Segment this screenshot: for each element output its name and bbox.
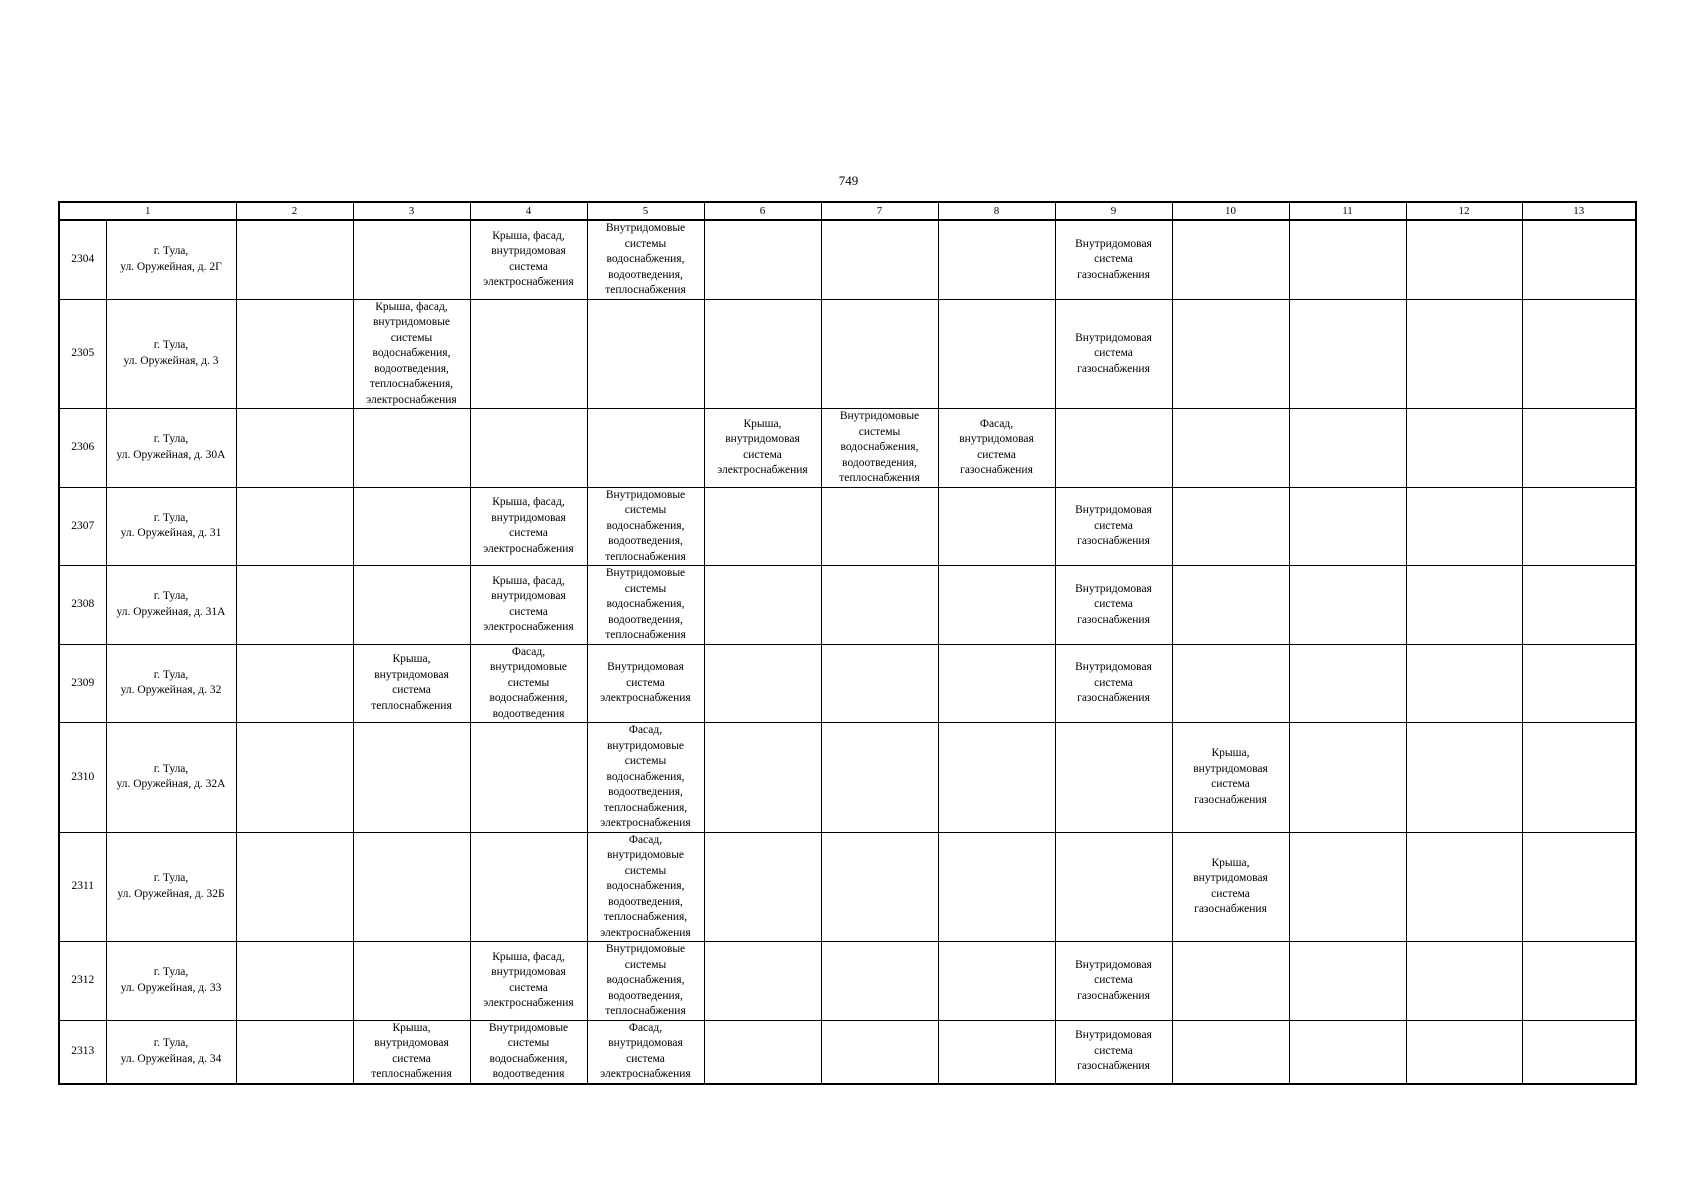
work-type-cell xyxy=(1055,409,1172,488)
work-type-text: Внутридомовые системы водоснабжения, водоотведения, теплоснабжения xyxy=(605,567,686,641)
work-type-cell xyxy=(587,220,704,299)
work-type-cell xyxy=(938,723,1055,833)
work-type-cell xyxy=(470,566,587,645)
work-type-cell xyxy=(1172,409,1289,488)
column-number-header: 7 xyxy=(821,202,938,220)
work-type-text: Фасад, внутридомовая система электроснабжения xyxy=(600,1021,691,1080)
work-type-cell xyxy=(704,644,821,723)
row-number-cell: 2307 xyxy=(59,487,106,566)
work-type-cell xyxy=(1406,832,1522,942)
row-number-cell: 2313 xyxy=(59,1020,106,1084)
work-type-cell xyxy=(1055,487,1172,566)
work-type-cell xyxy=(1172,942,1289,1021)
address-text: г. Тула, ул. Оружейная, д. 32 xyxy=(120,668,222,697)
work-type-cell xyxy=(470,409,587,488)
work-type-text: Крыша, внутридомовая система теплоснабжения xyxy=(371,653,452,712)
work-type-text: Крыша, фасад, внутридомовая система электроснабжения xyxy=(483,574,574,634)
work-type-cell xyxy=(236,487,353,566)
table-row xyxy=(59,409,1636,488)
work-type-cell xyxy=(236,832,353,942)
column-number-header: 12 xyxy=(1406,202,1522,220)
work-type-cell xyxy=(587,409,704,488)
work-type-text: Крыша, фасад, внутридомовая система электроснабжения xyxy=(483,950,574,1010)
work-type-cell xyxy=(353,1020,470,1084)
work-type-text: Фасад, внутридомовая система газоснабжения xyxy=(959,417,1034,477)
work-type-cell xyxy=(1172,832,1289,942)
address-cell xyxy=(106,566,236,645)
work-type-cell xyxy=(1406,299,1522,409)
row-number-cell: 2308 xyxy=(59,566,106,645)
work-type-cell xyxy=(1289,644,1406,723)
work-type-cell xyxy=(1289,723,1406,833)
work-type-cell xyxy=(821,644,938,723)
work-type-cell xyxy=(353,942,470,1021)
work-type-cell xyxy=(704,723,821,833)
work-type-cell xyxy=(587,723,704,833)
column-number-header: 9 xyxy=(1055,202,1172,220)
work-type-cell xyxy=(938,942,1055,1021)
work-type-text: Фасад, внутридомовые системы водоснабжения, водоотведения xyxy=(489,645,568,720)
work-type-cell xyxy=(470,220,587,299)
work-type-cell xyxy=(1406,566,1522,645)
work-type-cell xyxy=(1172,566,1289,645)
work-type-text: Крыша, внутридомовая система электроснабжения xyxy=(717,417,808,477)
row-number-cell: 2306 xyxy=(59,409,106,488)
address-cell xyxy=(106,723,236,833)
work-type-cell xyxy=(587,644,704,723)
address-cell xyxy=(106,832,236,942)
work-type-text: Внутридомовые системы водоснабжения, водоотведения, теплоснабжения xyxy=(605,488,686,563)
work-type-text: Внутридомовые системы водоснабжения, водоотведения xyxy=(488,1021,569,1080)
work-type-cell xyxy=(470,487,587,566)
work-type-cell xyxy=(1055,220,1172,299)
row-number-cell: 2305 xyxy=(59,299,106,409)
work-type-cell xyxy=(236,409,353,488)
work-type-cell xyxy=(1172,644,1289,723)
address-cell xyxy=(106,487,236,566)
work-type-cell xyxy=(1406,1020,1522,1084)
table-row xyxy=(59,220,1636,299)
work-type-cell xyxy=(938,566,1055,645)
work-type-cell xyxy=(1406,942,1522,1021)
work-type-cell xyxy=(236,644,353,723)
work-type-cell xyxy=(704,220,821,299)
work-type-cell xyxy=(1522,566,1636,645)
column-number-header: 5 xyxy=(587,202,704,220)
work-type-cell xyxy=(587,1020,704,1084)
work-type-cell xyxy=(587,832,704,942)
work-type-cell xyxy=(1522,723,1636,833)
work-type-cell xyxy=(470,723,587,833)
work-type-cell xyxy=(1055,942,1172,1021)
work-type-cell xyxy=(470,1020,587,1084)
work-type-cell xyxy=(1055,723,1172,833)
work-type-cell xyxy=(587,487,704,566)
address-text: г. Тула, ул. Оружейная, д. 30А xyxy=(116,433,226,461)
table-row xyxy=(59,1020,1636,1084)
work-type-cell xyxy=(704,299,821,409)
address-cell xyxy=(106,1020,236,1084)
work-type-text: Фасад, внутридомовые системы водоснабжения, водоотведения, теплоснабжения, электроснабжения xyxy=(600,833,691,939)
work-type-cell xyxy=(1522,487,1636,566)
column-number-header: 13 xyxy=(1522,202,1636,220)
work-type-cell xyxy=(1172,220,1289,299)
work-type-cell xyxy=(1172,1020,1289,1084)
work-type-text: Внутридомовые системы водоснабжения, водоотведения, теплоснабжения xyxy=(605,222,686,296)
work-type-cell xyxy=(1055,299,1172,409)
work-type-cell xyxy=(704,409,821,488)
work-type-cell xyxy=(236,1020,353,1084)
column-number-row xyxy=(59,202,1636,220)
work-type-cell xyxy=(704,1020,821,1084)
work-type-cell xyxy=(1289,566,1406,645)
work-type-text: Крыша, фасад, внутридомовые системы водоснабжения, водоотведения, теплоснабжения, электроснабжения xyxy=(366,300,457,406)
address-text: г. Тула, ул. Оружейная, д. 3 xyxy=(123,339,219,367)
address-text: г. Тула, ул. Оружейная, д. 31А xyxy=(116,590,226,618)
work-type-cell xyxy=(938,1020,1055,1084)
work-type-text: Внутридомовая система газоснабжения xyxy=(1075,1029,1152,1073)
work-type-text: Внутридомовая система газоснабжения xyxy=(1075,237,1152,281)
column-number-header: 4 xyxy=(470,202,587,220)
work-type-cell xyxy=(1172,299,1289,409)
table-row xyxy=(59,723,1636,833)
address-text: г. Тула, ул. Оружейная, д. 2Г xyxy=(120,245,222,273)
address-cell xyxy=(106,220,236,299)
address-text: г. Тула, ул. Оружейная, д. 33 xyxy=(120,966,222,994)
column-number-header: 6 xyxy=(704,202,821,220)
work-type-cell xyxy=(1289,487,1406,566)
work-type-cell xyxy=(704,942,821,1021)
work-type-cell xyxy=(1406,409,1522,488)
work-type-cell xyxy=(353,220,470,299)
work-type-cell xyxy=(821,220,938,299)
work-type-cell xyxy=(1289,1020,1406,1084)
work-type-text: Крыша, внутридомовая система газоснабжения xyxy=(1193,856,1268,916)
work-type-cell xyxy=(704,487,821,566)
work-type-cell xyxy=(821,566,938,645)
column-number-header: 1 xyxy=(59,202,236,220)
work-type-cell xyxy=(821,299,938,409)
work-type-text: Внутридомовая система газоснабжения xyxy=(1075,582,1152,626)
work-type-cell xyxy=(938,409,1055,488)
work-type-cell xyxy=(1172,723,1289,833)
work-type-cell xyxy=(1406,220,1522,299)
repair-register-table xyxy=(58,201,1637,1085)
work-type-text: Крыша, фасад, внутридомовая система электроснабжения xyxy=(483,229,574,289)
work-type-text: Внутридомовая система газоснабжения xyxy=(1075,331,1152,375)
table-row xyxy=(59,299,1636,409)
work-type-cell xyxy=(236,299,353,409)
address-cell xyxy=(106,644,236,723)
work-type-cell xyxy=(353,487,470,566)
work-type-cell xyxy=(1406,644,1522,723)
work-type-cell xyxy=(353,723,470,833)
work-type-cell xyxy=(353,409,470,488)
work-type-cell xyxy=(1289,832,1406,942)
work-type-cell xyxy=(821,1020,938,1084)
address-cell xyxy=(106,299,236,409)
work-type-cell xyxy=(821,409,938,488)
work-type-cell xyxy=(353,644,470,723)
work-type-cell xyxy=(821,942,938,1021)
page-number: 749 xyxy=(838,173,859,188)
work-type-text: Крыша, фасад, внутридомовая система электроснабжения xyxy=(483,496,574,555)
work-type-cell xyxy=(1055,644,1172,723)
work-type-cell xyxy=(1172,487,1289,566)
table-row xyxy=(59,566,1636,645)
work-type-cell xyxy=(821,832,938,942)
row-number-cell: 2309 xyxy=(59,644,106,723)
work-type-cell xyxy=(587,942,704,1021)
table-row xyxy=(59,832,1636,942)
address-text: г. Тула, ул. Оружейная, д. 32А xyxy=(116,762,226,791)
work-type-text: Внутридомовая система газоснабжения xyxy=(1075,958,1152,1002)
column-number-header: 11 xyxy=(1289,202,1406,220)
work-type-text: Крыша, внутридомовая система газоснабжения xyxy=(1193,747,1268,806)
work-type-cell xyxy=(1522,299,1636,409)
work-type-cell xyxy=(1522,1020,1636,1084)
work-type-cell xyxy=(353,832,470,942)
work-type-cell xyxy=(236,220,353,299)
column-number-header: 3 xyxy=(353,202,470,220)
work-type-cell xyxy=(353,566,470,645)
work-type-cell xyxy=(938,487,1055,566)
work-type-cell xyxy=(938,644,1055,723)
work-type-cell xyxy=(1289,220,1406,299)
work-type-cell xyxy=(1522,832,1636,942)
work-type-cell xyxy=(470,299,587,409)
work-type-cell xyxy=(236,942,353,1021)
work-type-cell xyxy=(236,723,353,833)
work-type-text: Внутридомовая система газоснабжения xyxy=(1075,661,1152,704)
column-number-header: 10 xyxy=(1172,202,1289,220)
address-text: г. Тула, ул. Оружейная, д. 32Б xyxy=(117,872,225,900)
work-type-cell xyxy=(704,566,821,645)
work-type-text: Фасад, внутридомовые системы водоснабжения, водоотведения, теплоснабжения, электроснабжения xyxy=(600,724,691,829)
work-type-cell xyxy=(938,220,1055,299)
work-type-cell xyxy=(236,566,353,645)
work-type-cell xyxy=(587,299,704,409)
address-text: г. Тула, ул. Оружейная, д. 31 xyxy=(120,511,222,540)
table-row xyxy=(59,487,1636,566)
column-number-header: 8 xyxy=(938,202,1055,220)
work-type-cell xyxy=(938,299,1055,409)
address-cell xyxy=(106,409,236,488)
work-type-cell xyxy=(938,832,1055,942)
work-type-cell xyxy=(1522,409,1636,488)
work-type-cell xyxy=(1406,487,1522,566)
row-number-cell: 2312 xyxy=(59,942,106,1021)
work-type-cell xyxy=(1522,644,1636,723)
table-body xyxy=(59,202,1636,1084)
address-text: г. Тула, ул. Оружейная, д. 34 xyxy=(120,1037,222,1065)
table-row xyxy=(59,942,1636,1021)
work-type-cell xyxy=(1289,942,1406,1021)
row-number-cell: 2304 xyxy=(59,220,106,299)
work-type-text: Крыша, внутридомовая система теплоснабжения xyxy=(371,1021,452,1080)
table-row xyxy=(59,644,1636,723)
work-type-cell xyxy=(1522,942,1636,1021)
work-type-cell xyxy=(470,644,587,723)
row-number-cell: 2311 xyxy=(59,832,106,942)
work-type-cell xyxy=(1522,220,1636,299)
work-type-cell xyxy=(1289,299,1406,409)
address-cell xyxy=(106,942,236,1021)
work-type-cell xyxy=(704,832,821,942)
work-type-cell xyxy=(470,942,587,1021)
work-type-cell xyxy=(1055,566,1172,645)
work-type-text: Внутридомовая система электроснабжения xyxy=(600,661,691,704)
work-type-text: Внутридомовая система газоснабжения xyxy=(1075,504,1152,547)
work-type-cell xyxy=(470,832,587,942)
work-type-cell xyxy=(821,487,938,566)
work-type-cell xyxy=(1289,409,1406,488)
work-type-cell xyxy=(1055,832,1172,942)
work-type-cell xyxy=(587,566,704,645)
work-type-text: Внутридомовые системы водоснабжения, водоотведения, теплоснабжения xyxy=(839,410,920,484)
work-type-text: Внутридомовые системы водоснабжения, водоотведения, теплоснабжения xyxy=(605,943,686,1017)
row-number-cell: 2310 xyxy=(59,723,106,833)
work-type-cell xyxy=(821,723,938,833)
work-type-cell xyxy=(1055,1020,1172,1084)
column-number-header: 2 xyxy=(236,202,353,220)
work-type-cell xyxy=(1406,723,1522,833)
work-type-cell xyxy=(353,299,470,409)
